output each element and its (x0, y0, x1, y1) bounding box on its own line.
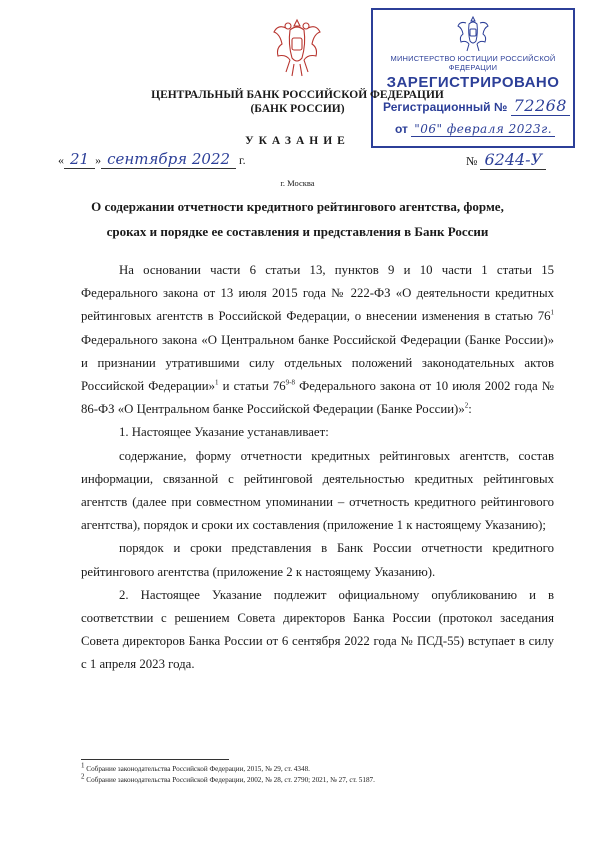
preamble-part-a: На основании части 6 статьи 13, пунктов 9 и 10 части 1 статьи 15 Федерального закона от 13 июля 2015 года № 222-ФЗ «О деятельности кредитных рейтинговых агентств в Российской Федерации, о внесении изменения в статью 76 (81, 263, 554, 324)
bank-name-line2: (БАНК РОССИИ) (250, 103, 345, 115)
footnote-1-text: Собрание законодательства Российской Федерации, 2015, № 29, ст. 4348. (84, 765, 310, 773)
stamp-reg-date: "06" февраля 2023г. (411, 122, 555, 137)
footnote-ref: 1 (215, 378, 219, 387)
footnote-ref: 1 (550, 309, 554, 318)
title-line2: сроках и порядке ее составления и представления в Банк России (106, 224, 489, 239)
document-number (466, 150, 546, 169)
stamp-date-row (395, 122, 567, 136)
preamble-part-c: и статьи 76 (218, 379, 286, 394)
stamp-registered-label: ЗАРЕГИСТРИРОВАНО (386, 74, 560, 91)
preamble-part-e: : (468, 402, 472, 417)
footnote-2 (81, 772, 561, 786)
footnote-mark: 2 (81, 772, 85, 781)
preamble-part-b: Федерального закона «О Центральном банке Российской Федерации (Банке России)» и признании утратившими силу отдельных положений законодательных актов Российской Федерации» (81, 332, 554, 394)
coat-of-arms-emblem-icon (268, 14, 326, 80)
seal-emblem-icon (455, 14, 491, 54)
title-line1: О содержании отчетности кредитного рейтингового агентства, форме, (91, 199, 504, 214)
preamble-part-d: Федерального закона от 10 июля 2002 года № 86-ФЗ «О Центральном банке Российской Федерации (Банке России)» (81, 379, 554, 417)
bank-name-line1: ЦЕНТРАЛЬНЫЙ БАНК РОССИЙСКОЙ ФЕДЕРАЦИИ (151, 89, 444, 101)
footnote-divider (81, 759, 229, 760)
registration-stamp (371, 8, 575, 148)
date-suffix: г. (236, 153, 246, 167)
stamp-ministry-text: МИНИСТЕРСТВО ЮСТИЦИИ РОССИЙСКОЙ ФЕДЕРАЦИИ (390, 54, 556, 72)
stamp-date-label: от (395, 122, 408, 136)
paragraph-contents: содержание, форму отчетности кредитных рейтинговых агентств, состав информации, связанной с рейтинговой деятельностью кредитных рейтинговых агентств (далее при совместном упоминании – отчетность кредитного рейтингового агентства), порядок и сроки их составления (приложение 1 к настоящему Указанию); (81, 448, 554, 533)
paragraph-2: 2. Настоящее Указание подлежит официальному опубликованию и в соответствии с решением Совета директоров Банка России (протокол заседания Совета директоров Банка России от 6 сентября 2022 года № ПСД-55) вступает в силу с 1 апреля 2023 года. (81, 587, 554, 672)
date-mid: » (95, 153, 102, 167)
footnote-1 (81, 761, 561, 775)
number-value: 6244-У (480, 150, 546, 170)
stamp-reg-number: 72268 (511, 96, 570, 116)
document-body (81, 259, 554, 677)
city: г. Москва (280, 178, 315, 188)
date-prefix: « (58, 153, 64, 167)
document-title (70, 194, 525, 244)
date-day: 21 (64, 150, 95, 169)
stamp-reg-label: Регистрационный № (383, 100, 508, 114)
footnote-mark: 1 (81, 761, 85, 770)
document-date (58, 150, 246, 168)
paragraph-procedure: порядок и сроки представления в Банк России отчетности кредитного рейтингового агентства (приложение 2 к настоящему Указанию). (81, 541, 554, 579)
footnote-ref: 2 (464, 401, 469, 410)
footnote-2-text: Собрание законодательства Российской Федерации, 2002, № 28, ст. 2790; 2021, № 27, ст. 5187. (84, 775, 375, 784)
footnotes (81, 761, 561, 785)
footnote-ref: 9-8 (285, 378, 295, 387)
date-month-year: сентября 2022 (101, 150, 236, 169)
number-label: № (466, 154, 478, 168)
paragraph-1: 1. Настоящее Указание устанавливает: (119, 425, 329, 440)
paragraph-preamble (81, 259, 554, 421)
document-type: УКАЗАНИЕ (245, 135, 350, 147)
bank-name (0, 88, 595, 116)
